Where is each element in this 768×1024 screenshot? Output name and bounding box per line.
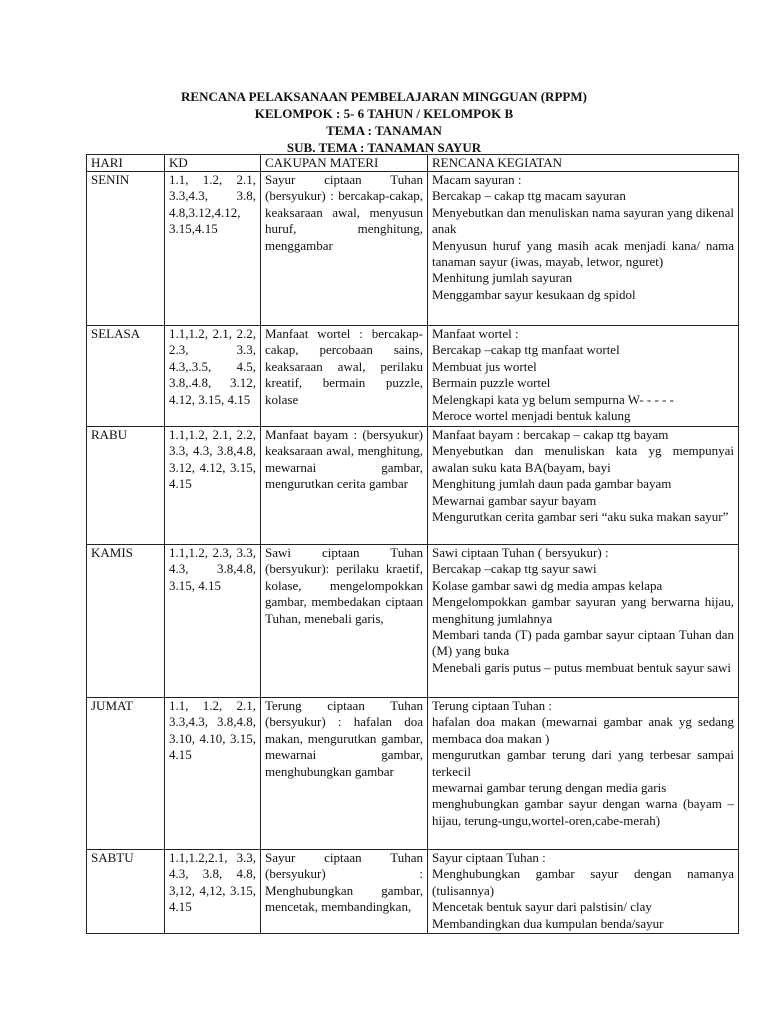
header-kelompok: KELOMPOK : 5- 6 TAHUN / KELOMPOK B xyxy=(254,106,514,121)
materi-cell: Sawi ciptaan Tuhan (bersyukur): perilaku kraetif, kolase, mengelompokkan gambar, membedakan ciptaan Tuhan, menebali garis, xyxy=(261,545,428,698)
kegiatan-item: mewarnai gambar terung dengan media garis xyxy=(432,780,667,796)
kegiatan-item: Menhitung jumlah sayuran xyxy=(432,270,573,286)
kd-cell: 1.1,1.2, 2.1, 2.2, 2.3, 3.3, 4.3,.3.5, 4.5, 3.8,.4.8, 3.12, 4.12, 3.15, 4.15 xyxy=(165,326,261,427)
kegiatan-cell xyxy=(428,427,739,545)
header-title: RENCANA PELAKSANAAN PEMBELAJARAN MINGGUAN (RPPM) xyxy=(181,89,587,104)
kd-cell: 1.1,1.2, 2.1, 2.2, 3.3, 4.3, 3.8,4.8, 3.12, 4.12, 3.15, 4.15 xyxy=(165,427,261,545)
header-tema: TEMA : TANAMAN xyxy=(326,123,442,138)
column-header-hari: HARI xyxy=(87,155,165,172)
document-header xyxy=(0,88,768,156)
kegiatan-item: mengurutkan gambar terung dari yang terbesar sampai terkecil xyxy=(432,747,734,779)
kd-cell: 1.1,1.2, 2.3, 3.3, 4.3, 3.8,4.8, 3.15, 4.15 xyxy=(165,545,261,698)
kegiatan-item: Membuat jus wortel xyxy=(432,358,537,374)
kegiatan-item: Sawi ciptaan Tuhan ( bersyukur) : xyxy=(432,545,609,560)
column-header-materi: CAKUPAN MATERI xyxy=(261,155,428,172)
kegiatan-item: Kolase gambar sawi dg media ampas kelapa xyxy=(432,577,663,593)
hari-cell: SABTU xyxy=(87,850,165,934)
kegiatan-item: Manfaat wortel : xyxy=(432,326,519,341)
kegiatan-item: Meroce wortel menjadi bentuk kalung xyxy=(432,408,631,424)
kegiatan-item: Menggambar sayur kesukaan dg spidol xyxy=(432,286,636,302)
kegiatan-item: Bermain puzzle wortel xyxy=(432,375,551,391)
materi-cell: Manfaat wortel : bercakap-cakap, percobaan sains, keaksaraan awal, perilaku kreatif, bermain puzzle, kolase xyxy=(261,326,428,427)
kegiatan-item: Menyusun huruf yang masih acak menjadi kana/ nama tanaman sayur (iwas, mayab, letwor, nguret) xyxy=(432,237,734,270)
materi-cell: Sayur ciptaan Tuhan (bersyukur) : bercakap-cakap, keaksaraan awal, menyusun huruf, menghitung, menggambar xyxy=(261,172,428,326)
rppm-table xyxy=(86,154,739,934)
table-row xyxy=(87,427,739,545)
kegiatan-item: Macam sayuran : xyxy=(432,172,522,187)
kegiatan-cell xyxy=(428,545,739,698)
table-row xyxy=(87,172,739,326)
kegiatan-item: Membari tanda (T) pada gambar sayur ciptaan Tuhan dan (M) yang buka xyxy=(432,627,734,659)
kegiatan-cell xyxy=(428,326,739,427)
kegiatan-item: Mencetak bentuk sayur dari palstisin/ clay xyxy=(432,899,652,915)
table-row xyxy=(87,850,739,934)
kegiatan-item: Menyebutkan dan menuliskan nama sayuran yang dikenal anak xyxy=(432,204,734,237)
column-header-kegiatan: RENCANA KEGIATAN xyxy=(428,155,739,172)
kegiatan-item: Melengkapi kata yg belum sempurna W- - - - - xyxy=(432,391,674,407)
kd-cell: 1.1, 1.2, 2.1, 3.3,4.3, 3.8, 4.8,3.12,4.12, 3.15,4.15 xyxy=(165,172,261,326)
kd-cell: 1.1, 1.2, 2.1, 3.3,4.3, 3.8,4.8, 3.10, 4.10, 3.15, 4.15 xyxy=(165,698,261,850)
kegiatan-item: hafalan doa makan (mewarnai gambar anak yg sedang membaca doa makan ) xyxy=(432,714,734,746)
materi-cell: Sayur ciptaan Tuhan (bersyukur) : Menghubungkan gambar, mencetak, membandingkan, xyxy=(261,850,428,934)
table-header-row xyxy=(87,155,739,172)
kegiatan-item: Mengurutkan cerita gambar seri “aku suka makan sayur” xyxy=(432,509,729,525)
materi-cell: Terung ciptaan Tuhan (bersyukur) : hafalan doa makan, mengurutkan gambar, mewarnai gambar, menghubungkan gambar xyxy=(261,698,428,850)
table-row xyxy=(87,326,739,427)
kegiatan-item: Mewarnai gambar sayur bayam xyxy=(432,492,597,508)
hari-cell: SELASA xyxy=(87,326,165,427)
header-subtema: SUB. TEMA : TANAMAN SAYUR xyxy=(286,140,482,155)
kegiatan-item: Menghitung jumlah daun pada gambar bayam xyxy=(432,476,672,492)
kegiatan-item: Sayur ciptaan Tuhan : xyxy=(432,850,546,865)
kegiatan-item: Bercakap –cakap ttg sayur sawi xyxy=(432,561,597,577)
kegiatan-cell xyxy=(428,698,739,850)
kegiatan-item: Menyebutkan dan menuliskan kata yg mempunyai awalan suku kata BA(bayam, bayi xyxy=(432,443,734,475)
hari-cell: KAMIS xyxy=(87,545,165,698)
kegiatan-item: Menebali garis putus – putus membuat bentuk sayur sawi xyxy=(432,659,731,675)
kegiatan-item: Bercakap –cakap ttg manfaat wortel xyxy=(432,342,620,358)
kegiatan-item: Menghubungkan gambar sayur dengan namanya (tulisannya) xyxy=(432,866,734,898)
column-header-kd: KD xyxy=(165,155,261,172)
table-row xyxy=(87,545,739,698)
hari-cell: JUMAT xyxy=(87,698,165,850)
kegiatan-cell xyxy=(428,172,739,326)
kegiatan-item: Mengelompokkan gambar sayuran yang berwarna hijau, menghitung jumlahnya xyxy=(432,594,734,626)
kegiatan-item: Manfaat bayam : bercakap – cakap ttg bayam xyxy=(432,427,669,442)
kegiatan-item: menghubungkan gambar sayur dengan warna (bayam – hijau, terung-ungu,wortel-oren,cabe-merah) xyxy=(432,796,734,828)
kegiatan-item: Terung ciptaan Tuhan : xyxy=(432,698,553,713)
kegiatan-item: Membandingkan dua kumpulan benda/sayur xyxy=(432,915,664,931)
table-row xyxy=(87,698,739,850)
hari-cell: RABU xyxy=(87,427,165,545)
kegiatan-item: Bercakap – cakap ttg macam sayuran xyxy=(432,188,626,204)
hari-cell: SENIN xyxy=(87,172,165,326)
materi-cell: Manfaat bayam : (bersyukur) keaksaraan awal, menghitung, mewarnai gambar, mengurutkan cerita gambar xyxy=(261,427,428,545)
kegiatan-cell xyxy=(428,850,739,934)
kd-cell: 1.1,1.2,2.1, 3.3, 4.3, 3.8, 4.8, 3,12, 4,12, 3.15, 4.15 xyxy=(165,850,261,934)
